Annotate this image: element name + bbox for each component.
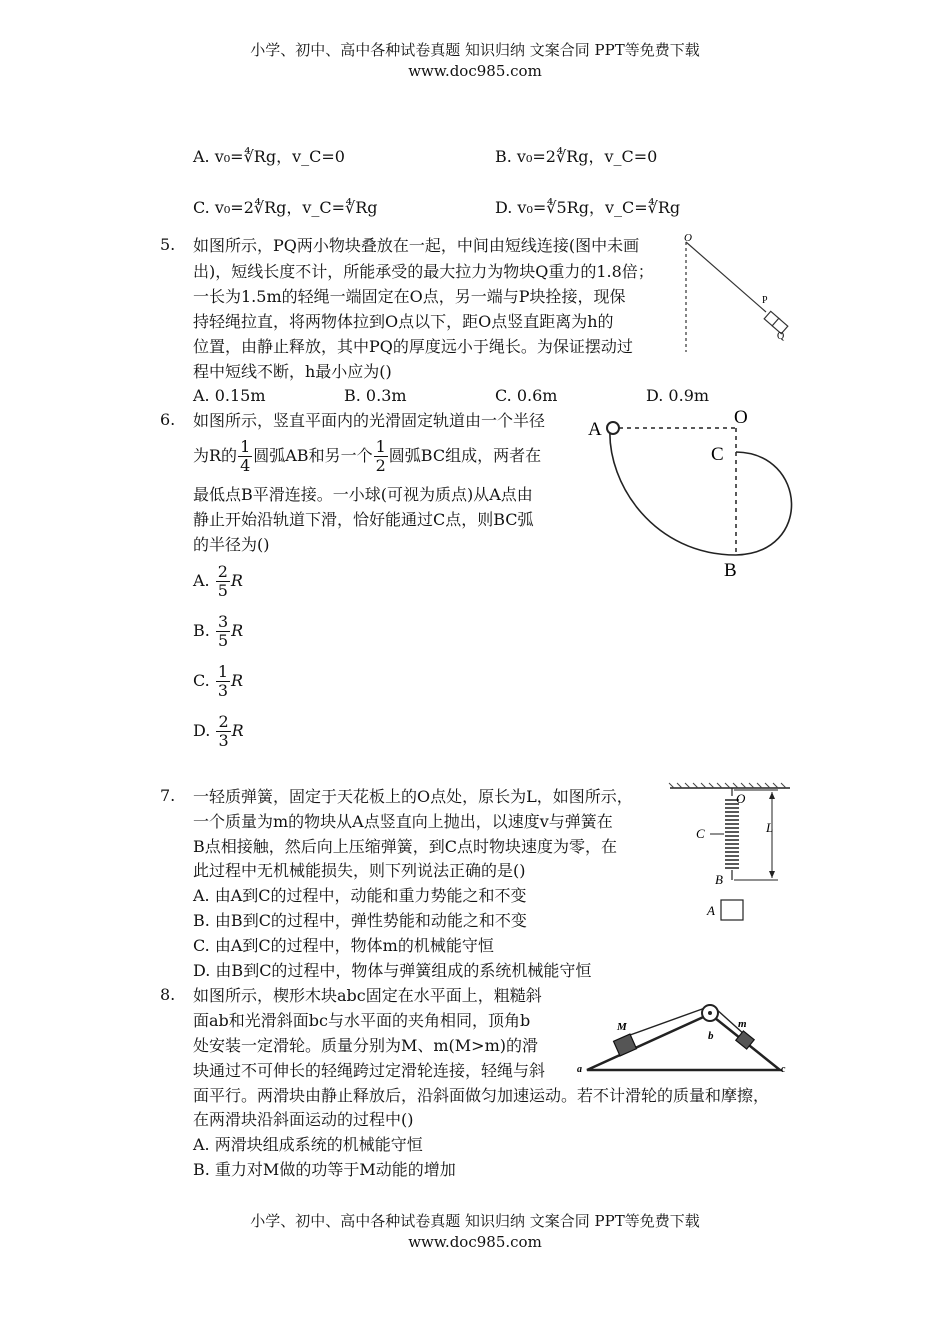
q6-option-c-unit: R bbox=[231, 671, 244, 690]
q6-frac1-num: 1 bbox=[240, 437, 251, 456]
q5-option-b: B. 0.3m bbox=[344, 386, 407, 405]
q7-line-2: 一个质量为m的物块从A点竖直向上抛出，以速度v与弹簧在 bbox=[193, 812, 613, 831]
header-banner: 小学、初中、高中各种试卷真题 知识归纳 文案合同 PPT等免费下载 bbox=[250, 41, 700, 59]
q6-option-a-num: 2 bbox=[217, 562, 228, 581]
q6-option-d-unit: R bbox=[231, 721, 244, 740]
q6-option-a-frac bbox=[216, 563, 230, 600]
q8-label-a: a bbox=[577, 1064, 582, 1075]
q7-label-l: L bbox=[766, 820, 774, 835]
q6-option-b-den: 5 bbox=[217, 631, 229, 650]
q6-option-c-frac bbox=[216, 663, 230, 700]
q8-label-small-m: m bbox=[738, 1018, 747, 1030]
q5-option-c: C. 0.6m bbox=[495, 386, 558, 405]
q6-frac2-den: 2 bbox=[375, 456, 386, 475]
q6-option-d-label: D. bbox=[193, 721, 211, 740]
q6-option-a bbox=[193, 563, 243, 600]
q6-option-c-num: 1 bbox=[217, 662, 229, 681]
q7-label-c: C bbox=[696, 826, 705, 841]
q8-line-4: 块通过不可伸长的轻绳跨过定滑轮连接，轻绳与斜 bbox=[193, 1061, 546, 1080]
q6-label-c: C bbox=[711, 444, 724, 465]
q6-number: 6. bbox=[160, 410, 176, 429]
q7-option-d: D. 由B到C的过程中，物体与弹簧组成的系统机械能守恒 bbox=[193, 961, 592, 980]
q8-label-big-m: M bbox=[617, 1021, 627, 1033]
q6-option-a-unit: R bbox=[230, 571, 243, 590]
q8-pulley-axle bbox=[708, 1011, 712, 1015]
q6-track-figure bbox=[585, 405, 810, 585]
q5-label-q: Q bbox=[777, 331, 785, 342]
q6-option-c bbox=[193, 663, 243, 700]
q8-option-b: B. 重力对M做的功等于M动能的增加 bbox=[193, 1160, 456, 1179]
q8-line-6: 在两滑块沿斜面运动的过程中() bbox=[193, 1110, 414, 1129]
q4-option-d: D. v₀=∜5Rg，v_C=∜Rg bbox=[495, 198, 681, 217]
q6-label-b: B bbox=[724, 560, 737, 581]
q5-label-p: P bbox=[762, 295, 768, 306]
q7-line-1: 一轻质弹簧，固定于天花板上的O点处，原长为L，如图所示， bbox=[193, 787, 633, 806]
q7-spring-coils bbox=[725, 800, 739, 868]
q7-option-a: A. 由A到C的过程中，动能和重力势能之和不变 bbox=[193, 886, 527, 905]
q6-frac1-den: 4 bbox=[240, 456, 251, 475]
q7-line-4: 此过程中无机械能损失，则下列说法正确的是() bbox=[193, 861, 526, 880]
q5-rope bbox=[686, 242, 766, 312]
q6-label-o: O bbox=[734, 407, 748, 428]
q4-option-b: B. v₀=2∜Rg，v_C=0 bbox=[495, 147, 658, 166]
q6-option-d-den: 3 bbox=[218, 731, 229, 750]
q6-option-a-label: A. bbox=[193, 571, 210, 590]
q6-option-d-frac bbox=[216, 713, 230, 750]
q5-line-4: 持轻绳拉直，将两物体拉到O点以下，距O点竖直距离为h的 bbox=[193, 312, 614, 331]
q6-fraction-half bbox=[374, 438, 388, 475]
q6-arc-bc bbox=[736, 452, 792, 555]
q7-number: 7. bbox=[160, 786, 176, 805]
q6-line-2a: 为R的 bbox=[193, 446, 238, 465]
q6-option-b-frac bbox=[216, 613, 230, 650]
q5-option-d: D. 0.9m bbox=[646, 386, 710, 405]
footer-banner: 小学、初中、高中各种试卷真题 知识归纳 文案合同 PPT等免费下载 bbox=[250, 1212, 700, 1230]
q6-line-1: 如图所示，竖直平面内的光滑固定轨道由一个半径 bbox=[193, 411, 546, 430]
q7-option-b: B. 由B到C的过程中，弹性势能和动能之和不变 bbox=[193, 911, 527, 930]
footer-url[interactable]: www.doc985.com bbox=[408, 1233, 542, 1251]
q5-line-1: 如图所示，PQ两小物块叠放在一起，中间由短线连接(图中未画 bbox=[193, 236, 640, 255]
q5-option-a: A. 0.15m bbox=[193, 386, 266, 405]
q5-line-3: 一长为1.5m的轻绳一端固定在O点，另一端与P块拴接，现保 bbox=[193, 287, 626, 306]
q8-wedge-figure bbox=[575, 1000, 795, 1080]
q8-label-c: c bbox=[781, 1064, 786, 1075]
q6-option-d-num: 2 bbox=[218, 712, 229, 731]
q6-line-2 bbox=[193, 438, 541, 475]
q5-label-o: O bbox=[684, 232, 692, 244]
q4-option-c: C. v₀=2∜Rg，v_C=∜Rg bbox=[193, 198, 378, 217]
q5-pendulum-figure bbox=[670, 230, 800, 355]
q6-line-4: 静止开始沿轨道下滑，恰好能通过C点，则BC弧 bbox=[193, 510, 534, 529]
q7-line-3: B点相接触，然后向上压缩弹簧，到C点时物块速度为零，在 bbox=[193, 837, 618, 856]
q8-line-3: 处安装一定滑轮。质量分别为M、m(M>m)的滑 bbox=[193, 1036, 539, 1055]
q5-line-2: 出)，短线长度不计，所能承受的最大拉力为物块Q重力的1.8倍； bbox=[193, 262, 654, 281]
q5-number: 5. bbox=[160, 235, 176, 254]
q6-option-b-label: B. bbox=[193, 621, 210, 640]
q6-fraction-quarter bbox=[238, 438, 252, 475]
q6-option-a-den: 5 bbox=[217, 581, 228, 600]
q8-label-b: b bbox=[708, 1030, 714, 1042]
q6-line-2c: 圆弧BC组成，两者在 bbox=[388, 446, 542, 465]
q6-option-b bbox=[193, 613, 243, 650]
q8-line-2: 面ab和光滑斜面bc与水平面的夹角相同，顶角b bbox=[193, 1011, 531, 1030]
q6-line-3: 最低点B平滑连接。一小球(可视为质点)从A点由 bbox=[193, 485, 533, 504]
q6-line-5: 的半径为() bbox=[193, 535, 270, 554]
q6-option-b-unit: R bbox=[231, 621, 244, 640]
q6-line-2b: 圆弧AB和另一个 bbox=[253, 446, 373, 465]
q6-label-a: A bbox=[588, 419, 602, 440]
q7-option-c: C. 由A到C的过程中，物体m的机械能守恒 bbox=[193, 936, 494, 955]
q6-option-d bbox=[193, 713, 244, 750]
q6-option-c-label: C. bbox=[193, 671, 210, 690]
q8-block-big-m bbox=[614, 1034, 637, 1056]
q6-ball bbox=[607, 422, 619, 434]
q6-option-b-num: 3 bbox=[217, 612, 229, 631]
q4-option-a: A. v₀=∜Rg，v_C=0 bbox=[193, 147, 345, 166]
q6-frac2-num: 1 bbox=[375, 437, 386, 456]
q5-line-5: 位置，由静止释放，其中PQ的厚度远小于绳长。为保证摆动过 bbox=[193, 337, 633, 356]
q8-number: 8. bbox=[160, 985, 176, 1004]
q7-block-a bbox=[721, 900, 743, 920]
q8-option-a: A. 两滑块组成系统的机械能守恒 bbox=[193, 1135, 423, 1154]
q7-label-a: A bbox=[707, 903, 715, 918]
q5-line-6: 程中短线不断，h最小应为() bbox=[193, 362, 392, 381]
q7-label-b: B bbox=[715, 872, 723, 887]
q7-label-o: O bbox=[736, 791, 746, 806]
q8-line-1: 如图所示，楔形木块abc固定在水平面上，粗糙斜 bbox=[193, 986, 542, 1005]
q6-option-c-den: 3 bbox=[217, 681, 229, 700]
q8-line-5: 面平行。两滑块由静止释放后，沿斜面做匀加速运动。若不计滑轮的质量和摩擦， bbox=[193, 1086, 770, 1105]
q7-spring-figure bbox=[668, 782, 793, 922]
header-url[interactable]: www.doc985.com bbox=[408, 62, 542, 80]
